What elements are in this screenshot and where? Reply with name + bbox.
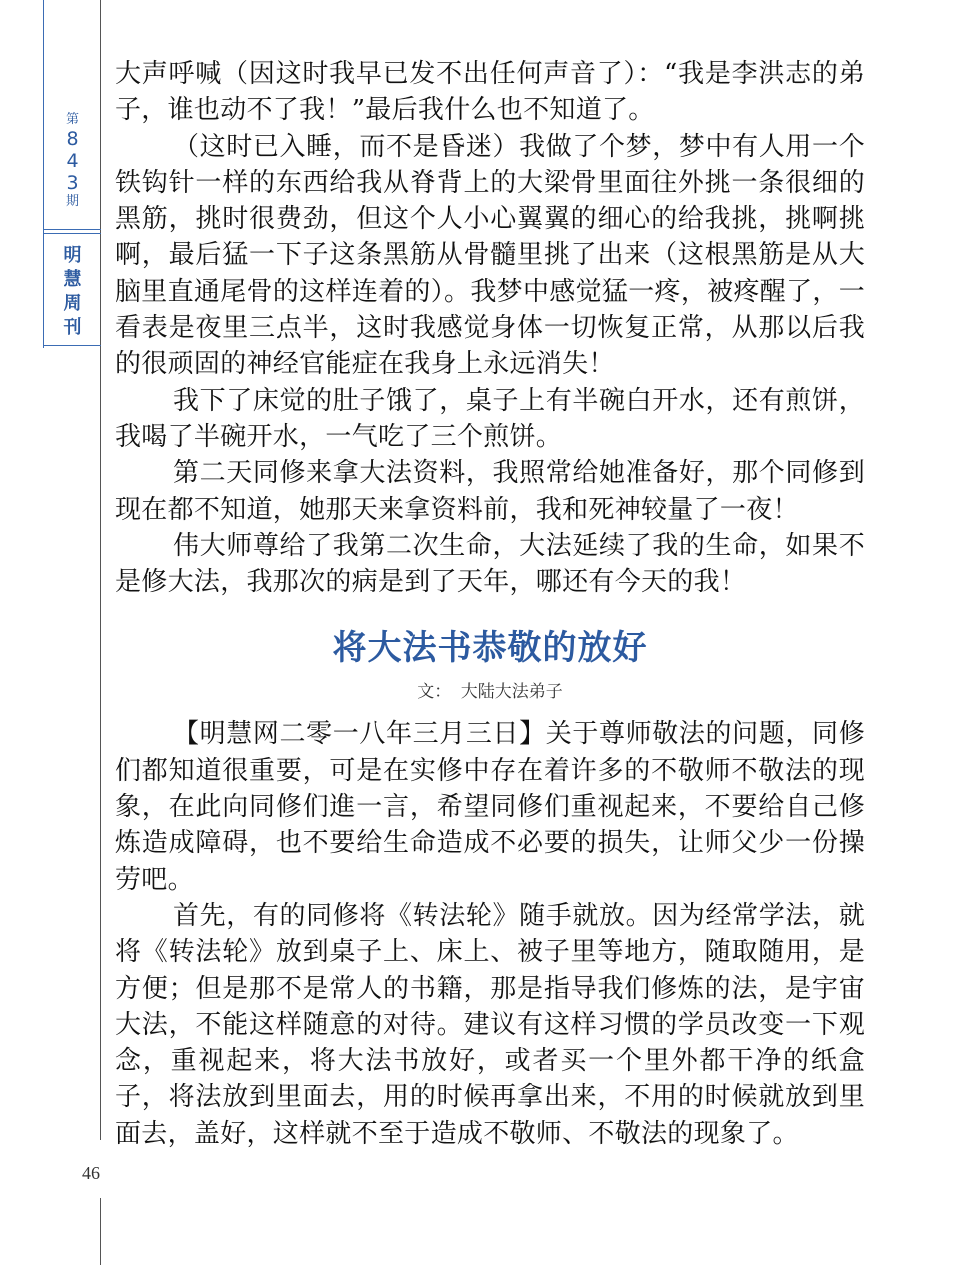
body-paragraph: （这时已入睡，而不是昏迷）我做了个梦，梦中有人用一个铁钩针一样的东西给我从脊背上的大梁骨里面往外挑一条很细的黑筋，挑时很费劲，但这个人小心翼翼的细心的给我挑，挑啊挑啊，最后猛一下子这条黑筋从骨髓里挑了出来（这根黑筋是从大脑里直通尾骨的这样连着的）。我梦中感觉猛一疼，被疼醒了，一看表是夜里三点半，这时我感觉身体一切恢复正常，从那以后我的很顽固的神经官能症在我身上永远消失！: [115, 131, 865, 380]
issue-sidebar: [43, 0, 101, 348]
issue-digit: 4: [66, 150, 79, 172]
publication-char: 刊: [63, 317, 82, 338]
byline-author: 大陆大法弟子: [460, 682, 563, 703]
publication-name: [44, 244, 101, 340]
issue-digit: 3: [66, 172, 79, 194]
issue-suffix: 期: [65, 194, 79, 209]
body-paragraph: 大声呼喊（因这时我早已发不出任何声音了）：“我是李洪志的弟子，谁也动不了我！”最后我什么也不知道了。: [115, 59, 865, 126]
issue-prefix: 第: [65, 112, 79, 127]
body-paragraph: 我下了床觉的肚子饿了，桌子上有半碗白开水，还有煎饼，我喝了半碗开水，一气吃了三个煎饼。: [115, 385, 865, 452]
body-paragraph: 伟大师尊给了我第二次生命，大法延续了我的生命，如果不是修大法，我那次的病是到了天年，哪还有今天的我！: [115, 530, 865, 598]
article-byline: [115, 678, 865, 706]
page-number: 46: [82, 1163, 100, 1183]
issue-digit: 8: [66, 128, 79, 150]
byline-label: 文：: [417, 682, 452, 703]
publication-char: 明: [63, 245, 82, 266]
body-paragraph: 第二天同修来拿大法资料，我照常给她准备好，那个同修到现在都不知道，她那天来拿资料前，我和死神较量了一夜！: [115, 458, 865, 525]
sidebar-divider: [44, 345, 101, 346]
page-body: [115, 56, 865, 1152]
issue-number: [44, 112, 101, 210]
publication-char: 慧: [63, 269, 82, 290]
sidebar-divider: [44, 229, 101, 230]
article-title: 将大法书恭敬的放好: [332, 628, 648, 669]
sidebar-divider: [44, 233, 101, 234]
article-paragraph: 首先，有的同修将《转法轮》随手就放。因为经常学法，就将《转法轮》放到桌子上、床上、被子里等地方，随取随用，是方便；但是那不是常人的书籍，那是指导我们修炼的法，是宇宙大法，不能这样随意的对待。建议有这样习惯的学员改变一下观念，重视起来，将大法书放好，或者买一个里外都干净的纸盒子，将法放到里面去，用的时候再拿出来，不用的时候就放到里面去，盖好，这样就不至于造成不敬师、不敬法的现象了。: [115, 900, 865, 1149]
article-paragraph: 【明慧网二零一八年三月三日】关于尊师敬法的问题，同修们都知道很重要，可是在实修中存在着许多的不敬师不敬法的现象，在此向同修们進一言，希望同修们重视起来，不要给自己修炼造成障碍，也不要给生命造成不必要的损失，让师父少一份操劳吧。: [115, 719, 865, 895]
publication-char: 周: [63, 293, 82, 314]
